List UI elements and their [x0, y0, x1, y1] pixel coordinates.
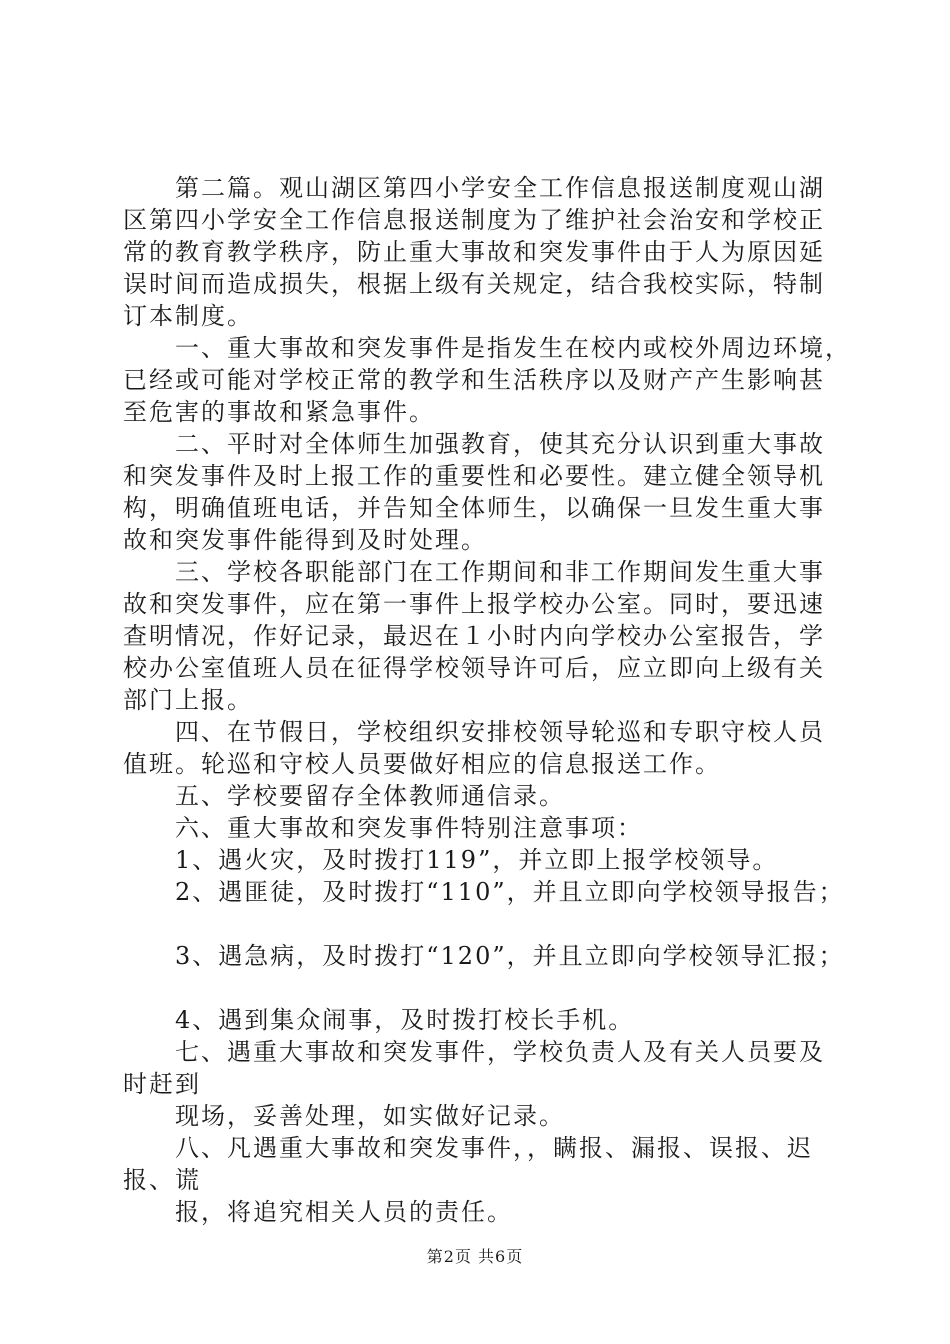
- paragraph-line: 已经或可能对学校正常的教学和生活秩序以及财产产生影响甚: [123, 366, 825, 394]
- paragraph-line: 3、遇急病，及时拨打“120”，并且立即向学校领导汇报；: [123, 942, 845, 970]
- paragraph-line: 和突发事件及时上报工作的重要性和必要性。建立健全领导机: [123, 462, 825, 490]
- paragraph-line: 校办公室值班人员在征得学校领导许可后，应立即向上级有关: [123, 654, 825, 682]
- paragraph-line: 报，将追究相关人员的责任。: [123, 1198, 513, 1226]
- paragraph-line: 部门上报。: [123, 686, 253, 714]
- paragraph-line: 故和突发事件能得到及时处理。: [123, 526, 487, 554]
- paragraph-line: 值班。轮巡和守校人员要做好相应的信息报送工作。: [123, 750, 721, 778]
- paragraph-line: 1、遇火灾，及时拨打119”，并立即上报学校领导。: [123, 846, 779, 874]
- paragraph-line: 二、平时对全体师生加强教育，使其充分认识到重大事故: [123, 430, 825, 458]
- paragraph-line: 现场，妥善处理，如实做好记录。: [123, 1102, 565, 1130]
- paragraph-line: 区第四小学安全工作信息报送制度为了维护社会治安和学校正: [123, 206, 825, 234]
- paragraph-line: 常的教育教学秩序，防止重大事故和突发事件由于人为原因延: [123, 238, 825, 266]
- paragraph-line: 八、凡遇重大事故和突发事件，，瞒报、漏报、误报、迟: [123, 1134, 813, 1162]
- paragraph-line: 七、遇重大事故和突发事件，学校负责人及有关人员要及: [123, 1038, 825, 1066]
- paragraph-line: 至危害的事故和紧急事件。: [123, 398, 435, 426]
- paragraph-line: 六、重大事故和突发事件特别注意事项：: [123, 814, 643, 842]
- paragraph-line: 构，明确值班电话，并告知全体师生，以确保一旦发生重大事: [123, 494, 825, 522]
- paragraph-line: 三、学校各职能部门在工作期间和非工作期间发生重大事: [123, 558, 825, 586]
- paragraph-line: 查明情况，作好记录，最迟在１小时内向学校办公室报告，学: [123, 622, 825, 650]
- page-footer: 第2页 共6页: [426, 1247, 524, 1266]
- paragraph-line: 报、谎: [123, 1166, 201, 1194]
- paragraph-line: 4、遇到集众闹事，及时拨打校长手机。: [123, 1006, 635, 1034]
- paragraph-line: 一、重大事故和突发事件是指发生在校内或校外周边环境，: [123, 334, 851, 362]
- paragraph-line: 第二篇。观山湖区第四小学安全工作信息报送制度观山湖: [123, 174, 825, 202]
- paragraph-line: 时赶到: [123, 1070, 201, 1098]
- paragraph-line: 五、学校要留存全体教师通信录。: [123, 782, 565, 810]
- paragraph-line: 2、遇匪徒，及时拨打“110”，并且立即向学校领导报告；: [123, 878, 845, 906]
- paragraph-line: 误时间而造成损失，根据上级有关规定，结合我校实际，特制: [123, 270, 825, 298]
- paragraph-line: 订本制度。: [123, 302, 253, 330]
- paragraph-line: 故和突发事件，应在第一事件上报学校办公室。同时，要迅速: [123, 590, 825, 618]
- paragraph-line: 四、在节假日，学校组织安排校领导轮巡和专职守校人员: [123, 718, 825, 746]
